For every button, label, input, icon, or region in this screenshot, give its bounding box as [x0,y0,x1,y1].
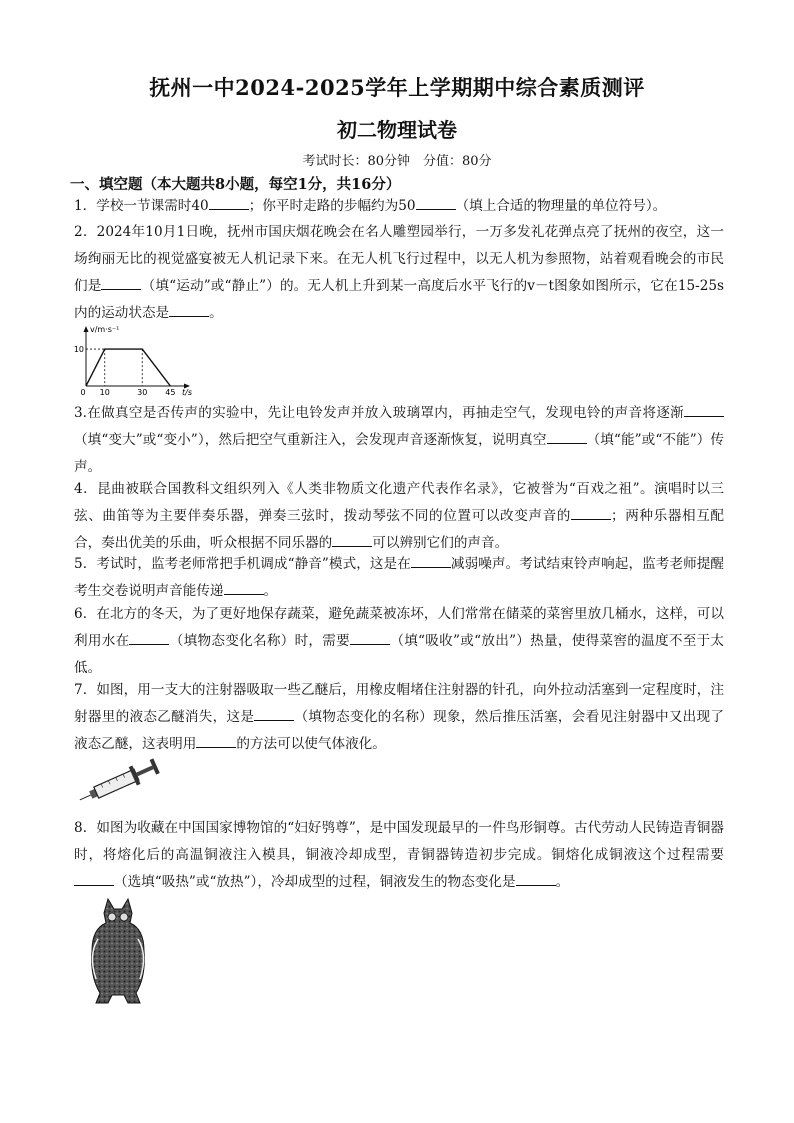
y-axis-arrow [84,326,89,332]
exam-meta: 考试时长：80分钟 分值：80分 [302,154,492,169]
answer-blank[interactable] [571,505,611,520]
question-3: 3.在做真空是否传声的实验中，先让电铃发声并放入玻璃罩内，再抽走空气，发现电铃的声音将逐渐（填“变大”或“变小”），然后把空气重新注入，会发现声音逐渐恢复，说明真空 （填“能”或“不能”）传声。 [74,400,724,481]
syringe-illustration [74,752,166,808]
x-tick-label: 45 [165,388,176,397]
answer-blank[interactable] [169,302,209,317]
answer-blank[interactable] [411,553,451,568]
answer-blank[interactable] [209,195,249,210]
question-8: 8．如图为收藏在中国国家博物馆的“妇好鸮尊”，是中国发现最早的一件鸟形铜尊。古代劳动人民铸造青铜器时，将熔化后的高温铜液注入模具，铜液冷却成型，青铜器铸造初步完成。铜熔化成铜液这个过程需要（选填“吸热”或“放热”），冷却成型的过程，铜液发生的物态变化是 。 [74,820,724,890]
y-axis-label: v/m·s⁻¹ [90,325,120,334]
answer-blank[interactable] [684,402,724,417]
answer-blank[interactable] [74,871,114,886]
question-6: 6．在北方的冬天，为了更好地保存蔬菜，避免蔬菜被冻坏，人们常常在储菜的菜窖里放几桶水，这样，可以利用水在 （填物态变化名称）时，需要 （填“吸收”或“放出”）热量，使得菜窖的温度不至于太低。 [74,606,725,676]
answer-blank[interactable] [224,580,264,595]
answer-blank[interactable] [196,733,236,748]
answer-blank[interactable] [416,195,456,210]
question-5: 5．考试时，监考老师常把手机调成“静音”模式，这是在 减弱噪声。考试结束铃声响起，监考老师提醒考生交卷说明声音能传递 。 [74,551,724,605]
answer-blank[interactable] [516,871,556,886]
exam-title: 抚州一中2024-2025学年上学期期中综合素质测评 [149,75,645,100]
velocity-time-graph [74,320,204,400]
question-2: 2．2024年10月1日晚，抚州市国庆烟花晚会在名人雕塑园举行，一万多发礼花弹点亮了抚州的夜空，这一场绚丽无比的视觉盛宴被无人机记录下来。在无人机飞行过程中，以无人机为参照物，站着观看晚会的市民们是 （填“运动”或“静止”）的。无人机上升到某一高度后水平飞行的v－t图象如图所示，它在15-25s内的运动状态是 。 [74,224,724,321]
y-tick-label: 10 [74,345,84,355]
question-7: 7．如图，用一支大的注射器吸取一些乙醚后，用橡皮帽堵住注射器的针孔，向外拉动活塞到一定程度时，注射器里的液态乙醚消失，这是 （填物态变化的名称）现象，然后推压活塞，会看见注射器中又出现了液态乙醚，这表明用 的方法可以使气体液化。 [74,682,725,752]
answer-blank[interactable] [101,275,141,290]
answer-blank[interactable] [547,429,587,444]
vessel-silhouette [92,899,145,1003]
answer-blank[interactable] [254,706,294,721]
answer-blank[interactable] [350,630,390,645]
question-4: 4．昆曲被联合国教科文组织列入《人类非物质文化遗产代表作名录》，它被誉为“百戏之祖”。演唱时以三弦、曲笛等为主要伴奏乐器，弹奏三弦时，拨动琴弦不同的位置可以改变声音的 ；两种乐器相互配合，奏出优美的乐曲，听众根据不同乐器的 可以辨别它们的声音。 [74,481,725,551]
answer-blank[interactable] [129,630,169,645]
x-tick-label: 30 [137,388,148,397]
owl-eye-left [108,913,116,921]
owl-eye-right [120,913,128,921]
question-1: 1．学校一节课需时40 ；你平时走路的步幅约为50 （填上合适的物理量的单位符号）。 [74,193,724,220]
x-tick-label: 10 [99,388,110,397]
section-heading: 一、填空题（本大题共8小题，每空1分，共16分） [70,176,401,193]
syringe-needle [80,794,93,800]
velocity-series-line [86,349,170,386]
answer-blank[interactable] [332,532,372,547]
x-axis-label: t/s [182,388,192,397]
syringe-plunger [136,766,154,777]
exam-subtitle: 初二物理试卷 [337,118,457,142]
owl-bronze-vessel-photo [78,895,158,1007]
x-tick-label: 0 [80,388,86,397]
